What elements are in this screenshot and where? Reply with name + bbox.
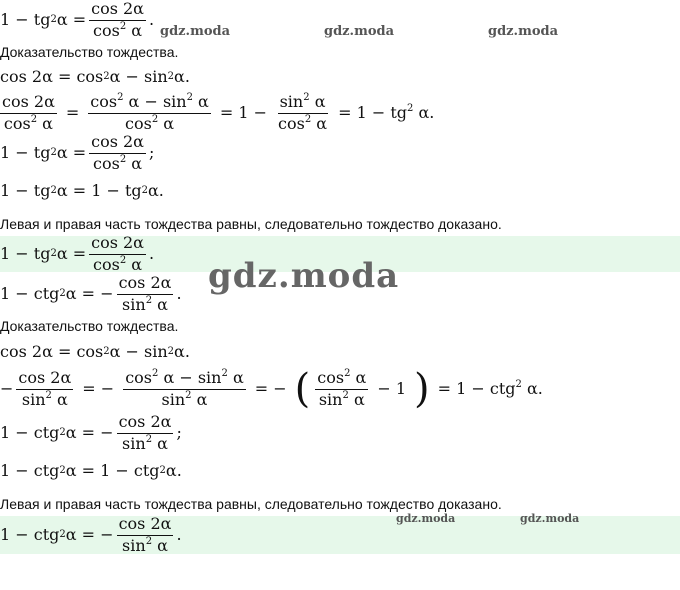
conclusion-text: Левая и правая часть тождества равны, следовательно тождество доказано.	[0, 216, 502, 232]
watermark: gdz.moda	[396, 512, 456, 525]
task2-line-1: cos 2α = cos 2 α − sin 2 α.	[0, 342, 190, 361]
task2-answer: 1 − ctg 2 α = − $\frac{\cos 2\alpha}{\sin^2 \alpha}$ .	[0, 514, 182, 555]
watermark-large: gdz.moda	[208, 256, 400, 296]
watermark: gdz.moda	[324, 24, 395, 39]
task1-line-2: $\frac{\cos 2\alpha}{\cos^2 \alpha}$ = $\frac{\cos^2 \alpha - \sin^2 \alpha}{\cos^2 \alpha}$ = 1 − $\frac{\sin^2 \alpha}{\cos^2 \alpha}$ = $1 - tg^2$ α.	[2, 92, 435, 133]
watermark: gdz.moda	[520, 512, 580, 525]
task1-line-1: cos 2α = cos 2 α − sin 2 α.	[0, 67, 190, 86]
task1-line-4: 1 − tg 2 α = 1 − tg 2 α.	[0, 181, 164, 200]
task2-line-4: 1 − ctg 2 α = 1 − ctg 2 α.	[0, 461, 182, 480]
task2-line-2: − $\frac{\cos 2\alpha}{\sin^2 \alpha}$ = − $\frac{\cos^2 \alpha - \sin^2 \alpha}{\sin^2 \alpha}$ = − ( $\cos^2 \alpha$ $\sin^2 \alpha$ − 1 ) = 1 − ctg$^2$ α.	[0, 366, 543, 412]
task1-statement: 1 − tg 2 α = $\frac{\cos 2\alpha}{\cos^2 \alpha}$ .	[0, 0, 155, 40]
proof-heading: Доказательство тождества.	[0, 318, 179, 334]
conclusion-text: Левая и правая часть тождества равны, следовательно тождество доказано.	[0, 496, 502, 512]
task1-answer: 1 − tg 2 α = $\frac{\cos 2\alpha}{\cos^2 \alpha}$ .	[0, 233, 155, 274]
watermark: gdz.moda	[160, 24, 231, 39]
proof-heading: Доказательство тождества.	[0, 44, 179, 60]
watermark: gdz.moda	[488, 24, 559, 39]
task1-line-3: 1 − tg 2 α = $\frac{\cos 2\alpha}{\cos^2 \alpha}$ ;	[0, 132, 155, 173]
task2-statement: 1 − ctg 2 α = − $\frac{\cos 2\alpha}{\sin^2 \alpha}$ .	[0, 273, 182, 314]
task2-line-3: 1 − ctg 2 α = − $\frac{\cos 2\alpha}{\sin^2 \alpha}$ ;	[0, 412, 182, 453]
